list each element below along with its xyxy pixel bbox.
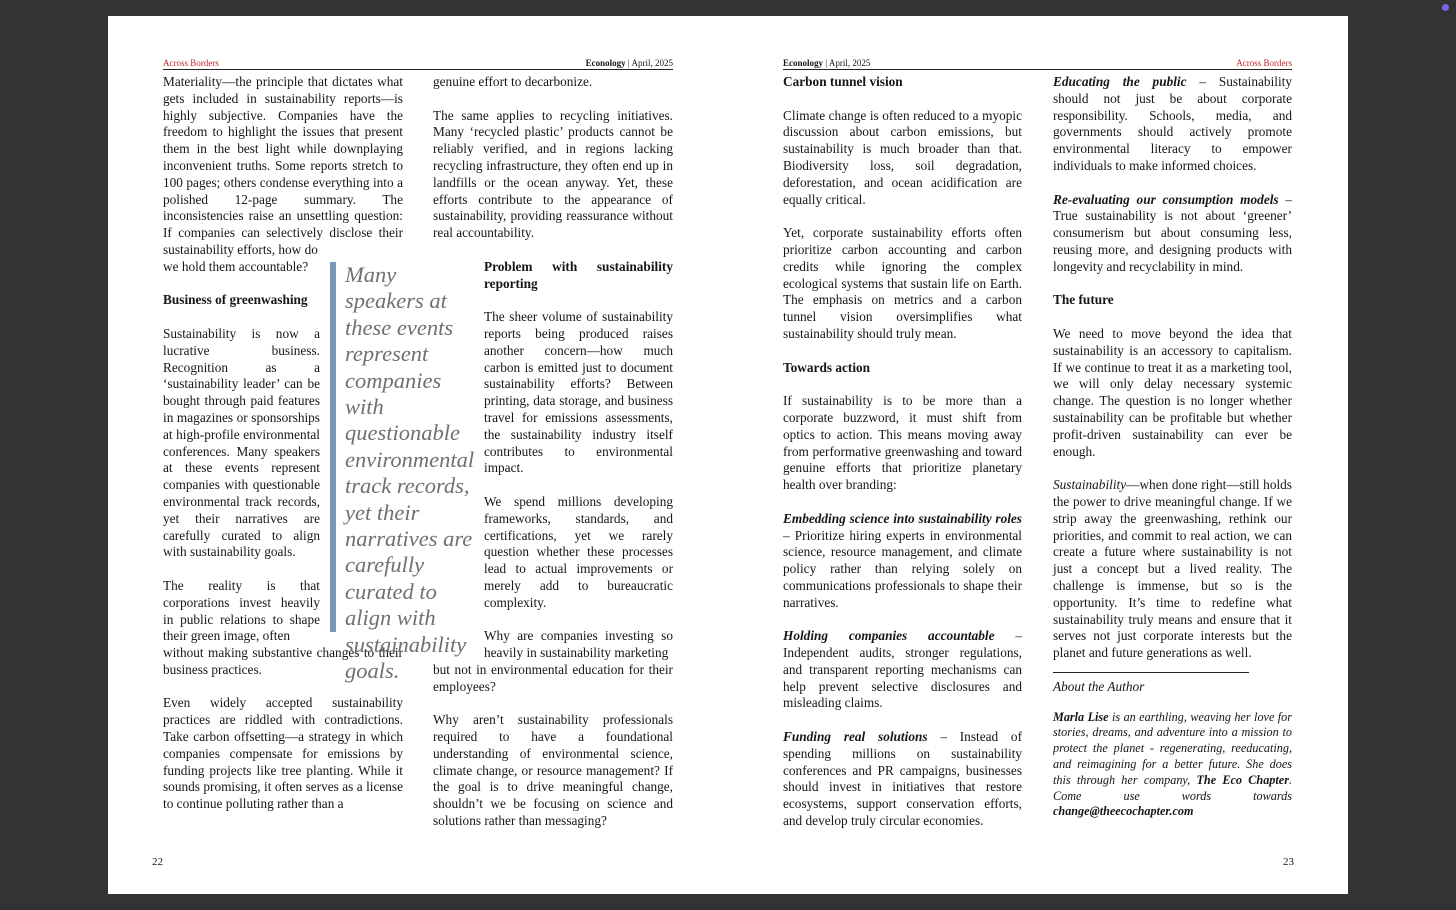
right-column-1 — [783, 74, 1022, 847]
issue-date: April, 2025 — [631, 58, 673, 68]
paragraph-corporate-efforts: Yet, corporate sustainability efforts often prioritize carbon accounting and carbon credits while ignoring the complex ecological systems that sustain life on Earth. The emphasis on metrics and a carbon tunnel vision oversimplifies what sustainability should truly mean. — [783, 225, 1022, 341]
left-column-2 — [433, 74, 673, 847]
paragraph-done-right: Sustainability—when done right—still holds the power to drive meaningful change. If we strip away the greenwashing, rethink our priorities, and commit to real action, we can create a future where sustainability is not just a concept but a lived reality. The challenge is immense, but so is the opportunity. It’s time to redefine what sustainability truly means and ensure that it serves not just corporate interests but the planet and future generations as well. — [1053, 477, 1292, 661]
left-header-rule — [163, 69, 673, 70]
heading-problem-with-reporting: Problem with sustainability reporting — [484, 258, 673, 291]
paragraph-lucrative-business: Sustainability is now a lucrative business. Recognition as a ‘sustainability leader’ can be bought through paid features in magazines or sponsorships at high-profile environmental conferences. Many speakers at these events represent companies with questionable environmental track records, yet their narratives are carefully curated to align with sustainability goals. — [163, 325, 320, 560]
paragraph-sheer-volume: The sheer volume of sustainability reports being produced raises another concern—how much carbon is emitted just to document sustainability efforts? Between printing, data storage, and business travel for emissions assessments, the sustainability industry itself contributes to environmental impact. — [484, 309, 673, 476]
paragraph-recycling: The same applies to recycling initiatives. Many ‘recycled plastic’ products cannot be reliably verified, and in regions lacking recycling infrastructure, they often end up in landfills or the ocean anyway. Yet, these efforts contribute to the appearance of sustainability, providing reassurance without real accountability. — [433, 107, 673, 241]
right-page — [728, 16, 1348, 894]
right-column-2 — [1053, 74, 1292, 837]
magazine-spread[interactable] — [108, 16, 1348, 894]
right-header-rule — [783, 69, 1292, 70]
issue-date: April, 2025 — [828, 58, 871, 68]
wrapped-section — [484, 259, 673, 612]
author-divider — [1053, 672, 1249, 673]
left-page-number: 22 — [152, 856, 163, 868]
left-page — [108, 16, 728, 894]
left-header-publication — [586, 58, 673, 68]
notification-dot — [1442, 4, 1449, 11]
header-separator: | — [627, 58, 630, 68]
right-page-number: 23 — [1283, 856, 1294, 868]
paragraph-reality: The reality is that corporations invest heavily in public relations to shape their green image, often without making substantive changes to their business practices. — [163, 577, 403, 677]
heading-towards-action: Towards action — [783, 359, 871, 375]
paragraph-carbon-offsetting: Even widely accepted sustainability practices are riddled with contradictions. Take carbon offsetting—a strategy in which companies compensate for emissions by funding projects like tree planting. While it sounds promising, it often serves as a license to continue polluting rather than a — [163, 695, 403, 812]
paragraph-climate-change: Climate change is often reduced to a myopic discussion about carbon emissions, but sustainability is much broader than that. Biodiversity loss, soil degradation, deforestation, and ocean acidification are equally critical. — [783, 107, 1022, 207]
heading-the-future: The future — [1053, 292, 1114, 308]
heading-carbon-tunnel-vision: Carbon tunnel vision — [783, 74, 903, 89]
right-header-magazine — [1236, 58, 1292, 68]
pull-quote: Many speakers at these events represent companies with questionable environmental track records, yet their narratives are carefully curated to align with sustainability goals. — [330, 262, 478, 632]
publication-name: Econology — [585, 58, 626, 68]
author-email[interactable]: change@theecochapter.com — [1053, 804, 1194, 819]
paragraph-buzzword: If sustainability is to be more than a corporate buzzword, it must shift from optics to action. This means moving away from performative greenwashing and toward genuine efforts that prioritize planetary health over branding: — [783, 393, 1022, 493]
left-header-magazine — [163, 58, 219, 68]
item-educating-public: Educating the public – Sustainability should not just be about corporate responsibility. Schools, media, and governments should actively promote environmental literacy to empower individuals to make informed choices. — [1053, 74, 1292, 173]
author-name: Marla Lise — [1053, 709, 1109, 724]
paragraph-move-beyond: We need to move beyond the idea that sustainability is an accessory to capitalism. If we continue to treat it as a marketing tool, we will only delay necessary systemic change. The question is no longer whether sustainability can be profitable but whether profit-driven sustainability can ever be enough. — [1053, 325, 1292, 459]
header-separator: | — [825, 58, 828, 68]
item-embedding-science: Embedding science into sustainability roles – Prioritize hiring experts in environmental science, resource management, and climate policy rather than relying solely on communications professionals to shape their narratives. — [783, 510, 1022, 610]
right-header-publication — [783, 58, 870, 68]
paragraph-spend-millions: We spend millions developing frameworks, standards, and certifications, yet we rarely question whether these processes lead to actual improvements or merely add to bureaucratic complexity. — [484, 493, 673, 610]
item-reevaluating-consumption: Re-evaluating our consumption models – True sustainability is not about ‘greener’ consumerism but about consuming less, reusing more, and designing products with longevity and recyclability in mind. — [1053, 191, 1292, 274]
about-the-author-heading: About the Author — [1053, 678, 1145, 694]
magazine-name: Across Borders — [163, 58, 219, 68]
publication-name: Econology — [783, 58, 824, 68]
item-funding-solutions: Funding real solutions – Instead of spending millions on sustainability conferences and PR campaigns, businesses should invest in initiatives that restore ecosystems, support conservation efforts, and develop truly circular economies. — [783, 729, 1022, 829]
company-name: The Eco Chapter — [1196, 772, 1289, 787]
heading-business-of-greenwashing: Business of greenwashing — [163, 292, 308, 308]
paragraph-materiality: Materiality—the principle that dictates what gets included in sustainability reports—is highly subjective. Companies have the freedom to highlight the issues that present them in the best light while downplaying inconvenient truths. Some reports stretch to 100 pages; others condense everything into a polished 12-page summary. The inconsistencies raise an unsettling question: If companies can selectively disclose their sustainability efforts, how do we hold them accountable? — [163, 74, 403, 274]
item-holding-accountable: Holding companies accountable – Independent audits, stronger regulations, and transparent reporting mechanisms can help prevent selective disclosures and misleading claims. — [783, 628, 1022, 711]
paragraph-why-arent: Why aren’t sustainability professionals required to have a foundational understanding of environmental science, climate change, or resource management? If the goal is to drive meaningful change, shouldn’t we be focusing on science and solutions rather than messaging? — [433, 712, 673, 829]
paragraph-why-companies: Why are companies investing so heavily in sustainability marketing but not in environmental education for their employees? — [433, 628, 673, 694]
paragraph-decarbonize: genuine effort to decarbonize. — [433, 74, 593, 89]
magazine-name: Across Borders — [1236, 58, 1292, 68]
author-bio: Marla Lise is an earthling, weaving her love for stories, dreams, and adventure into a mission to protect the planet - regenerating, reeducating, and reimagining for a better future. She does this through her company, The Eco Chapter. Come use words towards change@theecochapter.com — [1053, 709, 1293, 819]
